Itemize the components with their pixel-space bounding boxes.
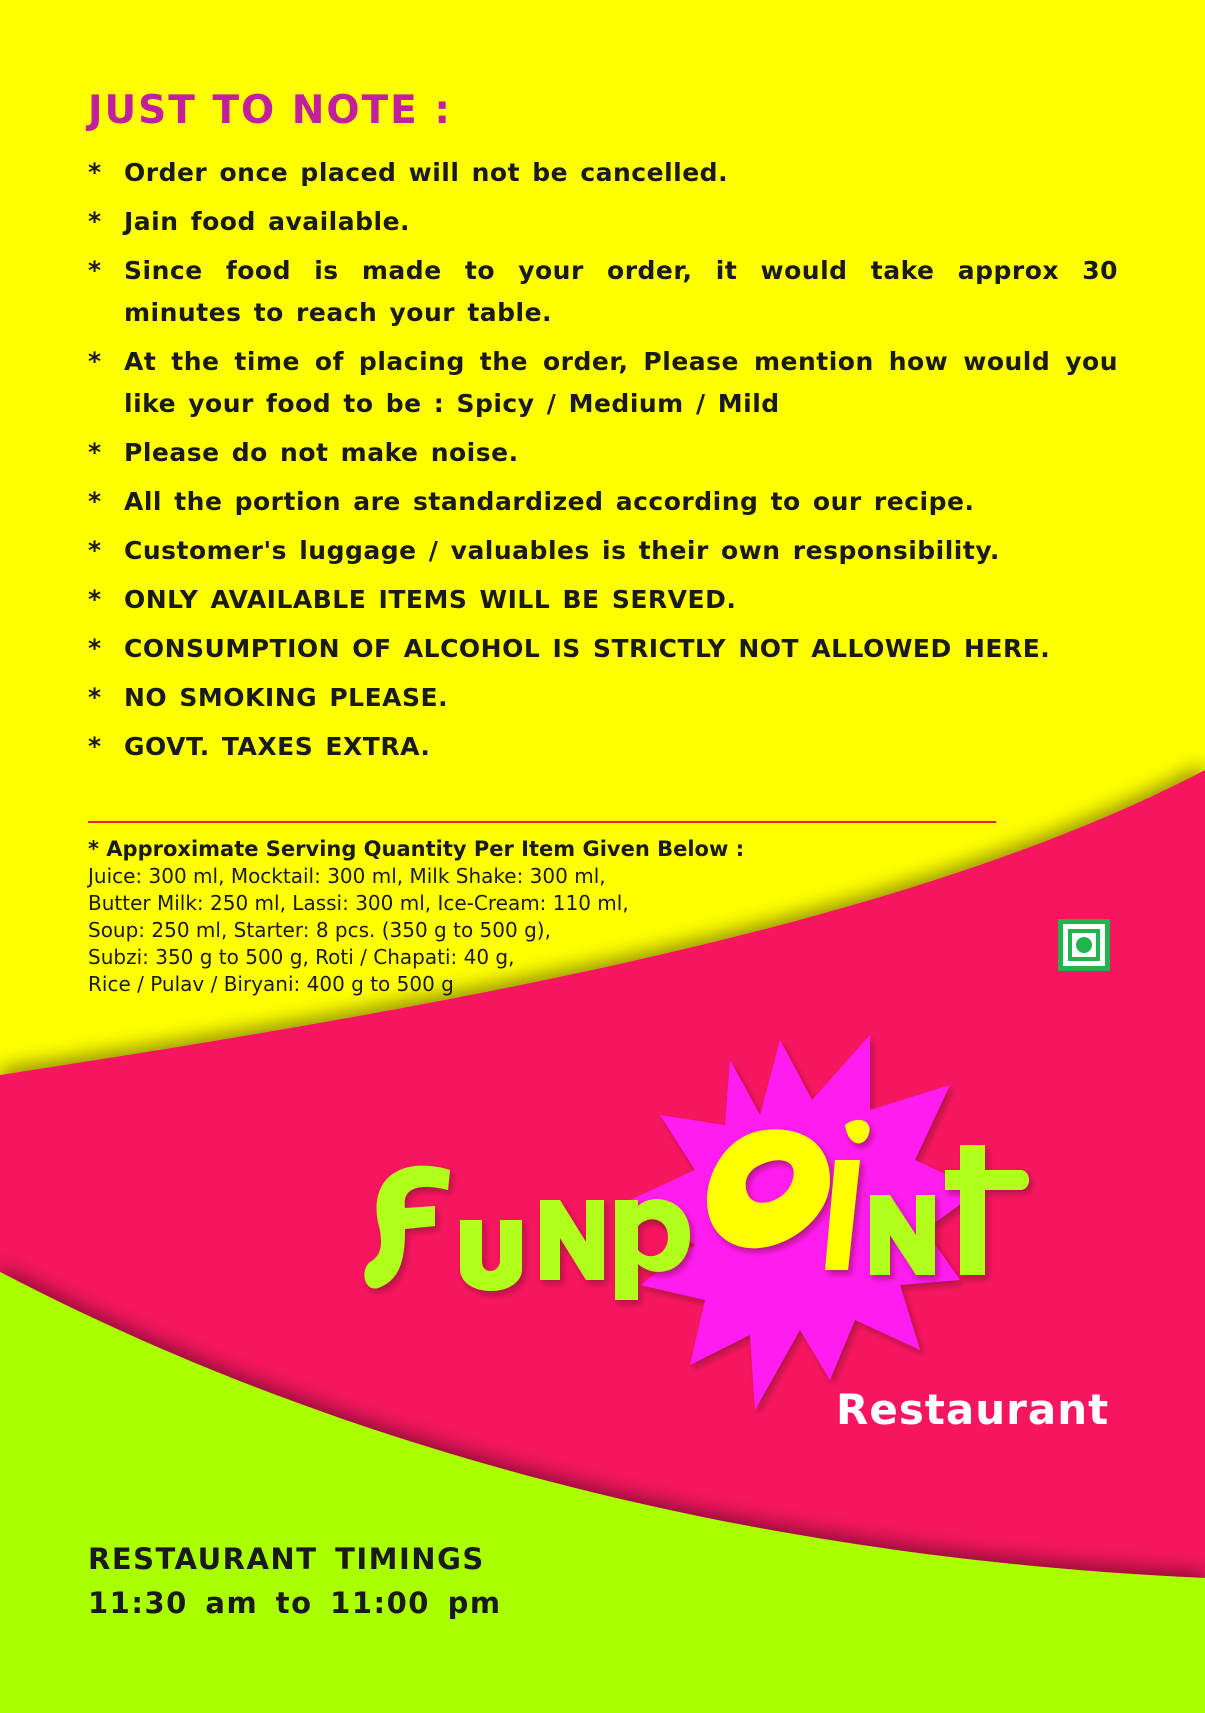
section-divider — [88, 821, 996, 823]
restaurant-subtitle: Restaurant — [836, 1385, 1110, 1434]
notes-heading: JUST TO NOTE : — [88, 88, 452, 133]
bullet-star: * — [88, 683, 102, 712]
logo-letter-u — [460, 1220, 522, 1291]
bullet-star: * — [88, 207, 102, 236]
serving-title: * Approximate Serving Quantity Per Item Given Below : — [88, 837, 745, 861]
note-text: ONLY AVAILABLE ITEMS WILL BE SERVED. — [124, 585, 737, 614]
bullet-star: * — [88, 347, 102, 376]
note-text: NO SMOKING PLEASE. — [124, 683, 449, 712]
bullet-star: * — [88, 438, 102, 467]
veg-symbol-icon — [1058, 919, 1110, 971]
bullet-star: * — [88, 732, 102, 761]
note-text: Order once placed will not be cancelled. — [124, 158, 729, 187]
bullet-star: * — [88, 256, 102, 285]
note-text: At the time of placing the order, Please mention how would you like your food to be : Spicy / Medium / Mild — [124, 347, 1118, 418]
serving-line: Rice / Pulav / Biryani: 400 g to 500 g — [88, 972, 454, 996]
serving-line: Butter Milk: 250 ml, Lassi: 300 ml, Ice-Cream: 110 ml, — [88, 891, 629, 915]
serving-line: Subzi: 350 g to 500 g, Roti / Chapati: 40 g, — [88, 945, 515, 969]
list-item — [88, 677, 1118, 719]
list-item — [88, 530, 1118, 572]
note-text: GOVT. TAXES EXTRA. — [124, 732, 431, 761]
list-item — [88, 341, 1118, 425]
notes-list — [88, 152, 1118, 775]
funpoint-logo — [360, 1030, 1120, 1430]
note-text: Please do not make noise. — [124, 438, 519, 467]
list-item — [88, 481, 1118, 523]
timings-hours: 11:30 am to 11:00 pm — [88, 1586, 502, 1620]
timings-title: RESTAURANT TIMINGS — [88, 1542, 485, 1576]
logo-letter-t — [945, 1145, 1029, 1275]
note-text: Jain food available. — [124, 207, 411, 236]
serving-line: Juice: 300 ml, Mocktail: 300 ml, Milk Shake: 300 ml, — [88, 864, 606, 888]
bullet-star: * — [88, 536, 102, 565]
note-text: Since food is made to your order, it would take approx 30 minutes to reach your table. — [124, 256, 1118, 327]
list-item — [88, 726, 1118, 768]
list-item — [88, 432, 1118, 474]
bullet-star: * — [88, 585, 102, 614]
note-text: CONSUMPTION OF ALCOHOL IS STRICTLY NOT ALLOWED HERE. — [124, 634, 1051, 663]
bullet-star: * — [88, 487, 102, 516]
note-text: All the portion are standardized according to our recipe. — [124, 487, 975, 516]
restaurant-timings — [88, 1537, 502, 1625]
list-item — [88, 201, 1118, 243]
logo-letter-f — [364, 1166, 450, 1289]
list-item — [88, 579, 1118, 621]
logo-letter-n — [540, 1200, 604, 1280]
bullet-star: * — [88, 158, 102, 187]
list-item — [88, 628, 1118, 670]
list-item — [88, 250, 1118, 334]
serving-quantity-block — [88, 836, 808, 998]
serving-line: Soup: 250 ml, Starter: 8 pcs. (350 g to 500 g), — [88, 918, 551, 942]
bullet-star: * — [88, 634, 102, 663]
note-text: Customer's luggage / valuables is their own responsibility. — [124, 536, 1000, 565]
list-item — [88, 152, 1118, 194]
